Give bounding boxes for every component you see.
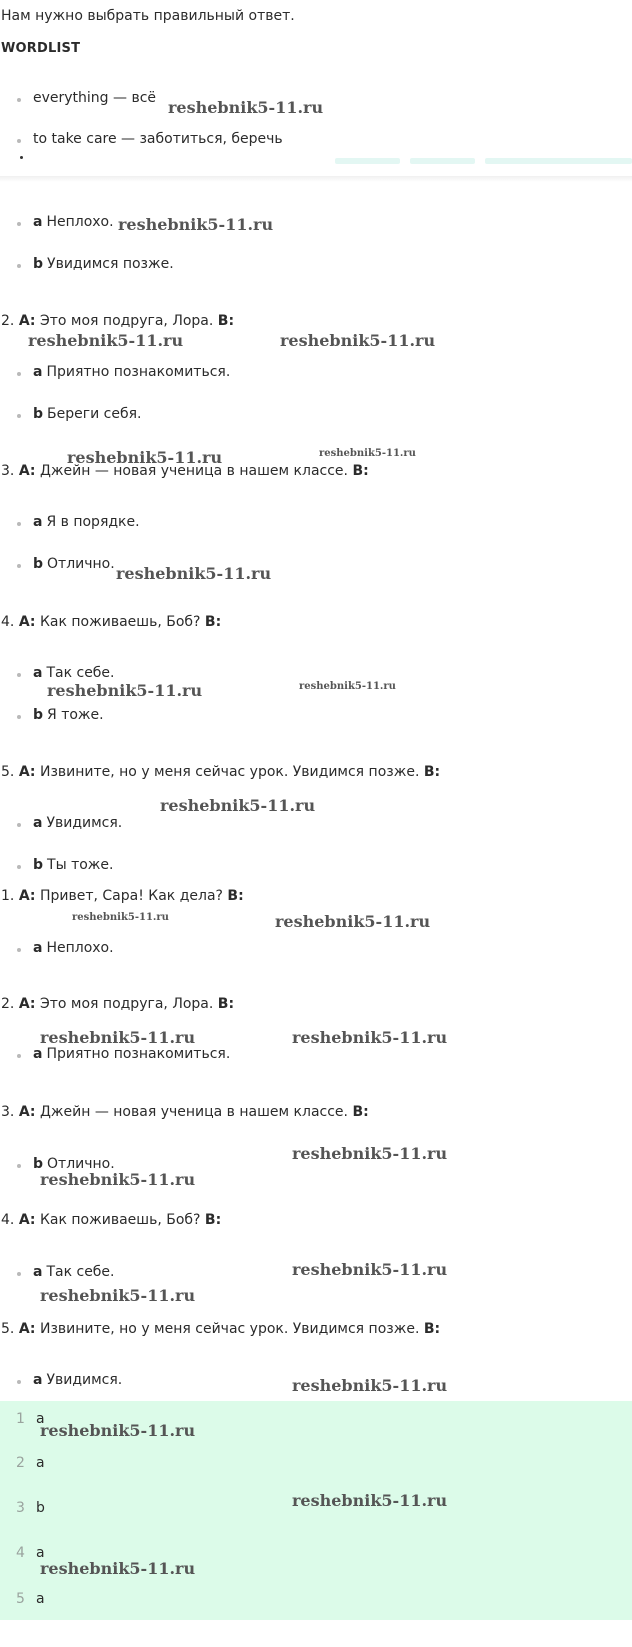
question-number: 1. xyxy=(1,888,15,904)
question-number: 4. xyxy=(1,1212,15,1228)
solution-line xyxy=(1,888,244,904)
option-letter: b xyxy=(33,857,44,873)
speaker-b: B: xyxy=(423,764,441,780)
speaker-b: B: xyxy=(227,888,244,904)
solution-line xyxy=(1,1104,369,1120)
watermark: reshebnik5-11.ru xyxy=(40,1286,196,1305)
watermark: reshebnik5-11.ru xyxy=(47,681,203,700)
option-text: Отлично. xyxy=(47,1156,115,1172)
option-letter: a xyxy=(33,815,43,831)
wordlist-item-text: to take care — заботиться, беречь xyxy=(33,131,283,147)
option-text: Отлично. xyxy=(47,556,115,572)
speaker-a: A: xyxy=(18,313,36,329)
question-text: Извините, но у меня сейчас урок. Увидимся позже. xyxy=(35,1321,424,1337)
watermark: reshebnik5-11.ru xyxy=(67,448,223,467)
question-text: Извините, но у меня сейчас урок. Увидимся позже. xyxy=(35,764,424,780)
wordlist-title: WORDLIST xyxy=(1,41,81,56)
answer-value: a xyxy=(36,1411,45,1427)
question-text: Привет, Сара! Как дела? xyxy=(35,888,228,904)
speaker-a: A: xyxy=(18,764,36,780)
speaker-b: B: xyxy=(352,463,369,479)
question-number: 4. xyxy=(1,614,15,630)
option-text: Увидимся. xyxy=(46,815,123,831)
answer-number: 5 xyxy=(16,1591,25,1607)
option-item xyxy=(33,214,114,230)
solution-item xyxy=(33,940,114,956)
question-line xyxy=(1,764,440,780)
option-letter: a xyxy=(33,665,43,681)
speaker-b: B: xyxy=(204,1212,222,1228)
option-text: Так себе. xyxy=(46,665,115,681)
option-letter: a xyxy=(33,1264,43,1280)
option-letter: b xyxy=(33,406,44,422)
option-letter: b xyxy=(33,256,44,272)
option-text: Увидимся позже. xyxy=(47,256,174,272)
option-item xyxy=(33,707,104,723)
option-text: Так себе. xyxy=(46,1264,115,1280)
decorative-bar xyxy=(485,158,632,164)
wordlist-item-text: everything — всё xyxy=(33,90,157,106)
watermark: reshebnik5-11.ru xyxy=(280,331,436,350)
solution-item xyxy=(33,1046,230,1062)
option-item xyxy=(33,364,230,380)
speaker-b: B: xyxy=(204,614,222,630)
answer-value: a xyxy=(36,1455,45,1471)
option-letter: a xyxy=(33,1372,43,1388)
option-letter: a xyxy=(33,940,43,956)
option-item xyxy=(33,514,140,530)
answer-number: 3 xyxy=(16,1500,25,1516)
watermark: reshebnik5-11.ru xyxy=(116,564,272,583)
answer-value: b xyxy=(36,1500,45,1516)
option-item xyxy=(33,857,113,873)
watermark: reshebnik5-11.ru xyxy=(40,1421,196,1440)
question-number: 5. xyxy=(1,764,15,780)
question-number: 3. xyxy=(1,463,15,479)
decorative-bar xyxy=(335,158,400,164)
option-item xyxy=(33,665,115,681)
question-number: 2. xyxy=(1,996,15,1012)
speaker-b: B: xyxy=(217,313,235,329)
answer-value: a xyxy=(36,1591,45,1607)
intro-text: Нам нужно выбрать правильный ответ. xyxy=(1,8,295,24)
question-text: Джейн — новая ученица в нашем классе. xyxy=(35,1104,353,1120)
decorative-bar xyxy=(410,158,475,164)
watermark: reshebnik5-11.ru xyxy=(40,1170,196,1189)
option-text: Я тоже. xyxy=(47,707,104,723)
option-letter: a xyxy=(33,214,43,230)
option-item xyxy=(33,815,122,831)
question-text: Как поживаешь, Боб? xyxy=(35,1212,205,1228)
watermark: reshebnik5-11.ru xyxy=(299,681,396,692)
watermark: reshebnik5-11.ru xyxy=(292,1028,448,1047)
question-number: 2. xyxy=(1,313,15,329)
speaker-a: A: xyxy=(18,1104,36,1120)
option-text: Увидимся. xyxy=(46,1372,123,1388)
speaker-a: A: xyxy=(18,463,36,479)
solution-line xyxy=(1,996,234,1012)
watermark: reshebnik5-11.ru xyxy=(118,215,274,234)
solution-item xyxy=(33,1372,122,1388)
answer-number: 4 xyxy=(16,1545,25,1561)
watermark: reshebnik5-11.ru xyxy=(72,912,169,923)
option-text: Я в порядке. xyxy=(46,514,140,530)
question-number: 5. xyxy=(1,1321,15,1337)
question-line xyxy=(1,313,234,329)
option-text: Неплохо. xyxy=(46,940,114,956)
option-letter: b xyxy=(33,556,44,572)
speaker-a: A: xyxy=(18,1212,36,1228)
question-text: Это моя подруга, Лора. xyxy=(35,313,218,329)
question-number: 3. xyxy=(1,1104,15,1120)
section-divider xyxy=(0,176,632,182)
option-letter: a xyxy=(33,514,43,530)
wordlist-item xyxy=(33,90,156,106)
speaker-b: B: xyxy=(352,1104,369,1120)
speaker-a: A: xyxy=(18,888,36,904)
watermark: reshebnik5-11.ru xyxy=(40,1028,196,1047)
watermark: reshebnik5-11.ru xyxy=(292,1376,448,1395)
watermark: reshebnik5-11.ru xyxy=(160,796,316,815)
speaker-b: B: xyxy=(217,996,235,1012)
answer-value: a xyxy=(36,1545,45,1561)
watermark: reshebnik5-11.ru xyxy=(292,1491,448,1510)
speaker-b: B: xyxy=(423,1321,441,1337)
solution-line xyxy=(1,1321,440,1337)
option-item xyxy=(33,256,174,272)
watermark: reshebnik5-11.ru xyxy=(40,1559,196,1578)
answer-number: 2 xyxy=(16,1455,25,1471)
question-text: Это моя подруга, Лора. xyxy=(35,996,218,1012)
watermark: reshebnik5-11.ru xyxy=(168,98,324,117)
option-text: Приятно познакомиться. xyxy=(46,1046,231,1062)
option-letter: b xyxy=(33,707,44,723)
wordlist-item xyxy=(33,131,283,147)
option-letter: b xyxy=(33,1156,44,1172)
speaker-a: A: xyxy=(18,614,36,630)
question-text: Как поживаешь, Боб? xyxy=(35,614,205,630)
watermark: reshebnik5-11.ru xyxy=(319,448,416,459)
option-text: Приятно познакомиться. xyxy=(46,364,231,380)
question-text: Джейн — новая ученица в нашем классе. xyxy=(35,463,353,479)
watermark: reshebnik5-11.ru xyxy=(275,912,431,931)
bullet-icon xyxy=(20,156,23,159)
option-item xyxy=(33,406,141,422)
option-letter: a xyxy=(33,1046,43,1062)
watermark: reshebnik5-11.ru xyxy=(292,1144,448,1163)
solution-item xyxy=(33,1264,115,1280)
solution-line xyxy=(1,1212,221,1228)
watermark: reshebnik5-11.ru xyxy=(292,1260,448,1279)
watermark: reshebnik5-11.ru xyxy=(28,331,184,350)
option-text: Береги себя. xyxy=(47,406,142,422)
answer-number: 1 xyxy=(16,1411,25,1427)
option-text: Неплохо. xyxy=(46,214,114,230)
speaker-a: A: xyxy=(18,996,36,1012)
option-letter: a xyxy=(33,364,43,380)
option-text: Ты тоже. xyxy=(47,857,114,873)
question-line xyxy=(1,614,221,630)
speaker-a: A: xyxy=(18,1321,36,1337)
option-item xyxy=(33,556,115,572)
